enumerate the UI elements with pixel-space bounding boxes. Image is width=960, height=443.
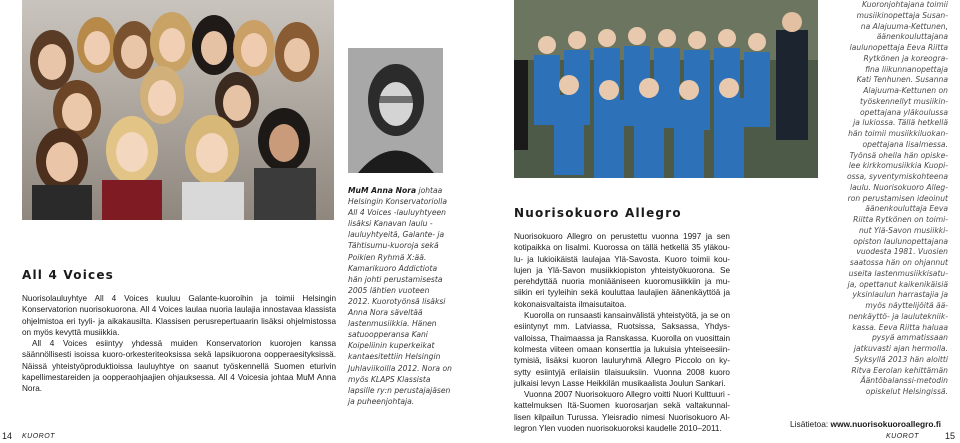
allegro-paragraph-3: Vuonna 2007 Nuorisokuoro Allegro voitti Nuori Kulttuuri -kattelmuksen Itä-Suomen kuorosarjan sekä valtakunnallisen kilpailun Turussa. Yleisradio nimesi Nuorisokuoro Allegron Ylen vuoden nuorisokuoroksi kaudelle 2010–2011. — [514, 390, 730, 434]
sidebar-caption-line: äänenkouluttaja Eeva — [865, 204, 948, 214]
allegro-group-photo — [514, 0, 818, 178]
caption-name: MuM Anna Nora — [348, 186, 417, 195]
anna-nora-portrait — [348, 48, 443, 173]
sidebar-caption-line: lee kirkkomusiikkia Kuopi- — [848, 161, 948, 171]
sidebar-caption-line: hän toimii musiikkiluokan- — [848, 129, 948, 138]
sidebar-caption-line: ron perustamisen ideoinut — [847, 193, 948, 203]
sidebar-caption-line: työskennellyt musiikin- — [860, 96, 948, 106]
sidebar-caption-line: ja, opettanut kaikenikäisiä — [847, 279, 948, 289]
page-number-right: 15 — [945, 431, 956, 441]
sidebar-caption-line: jatkuvasti ajan hermolla. — [853, 344, 948, 353]
sidebar-caption-line: nut Ylä-Savon musiikki- — [858, 225, 948, 235]
sidebar-caption-line: pysyä ammatissaan — [871, 333, 948, 343]
footer-label-right: KUOROT — [886, 433, 919, 440]
sidebar-caption-line: kassa. Eeva Riitta haluaa — [852, 322, 948, 332]
allegro-heading: Nuorisokuoro Allegro — [514, 206, 682, 220]
sidebar-caption-line: Ritva Eerolan kehittämän — [851, 365, 948, 375]
sidebar-caption-line: Riitta Rytkönen on toimi- — [853, 215, 948, 224]
sidebar-caption-line: opettajana Iisalmessa. — [862, 139, 948, 149]
sidebar-caption-line: nenkäyttö- ja laulutekniik- — [848, 311, 948, 321]
sidebar-caption-line: Syksyllä 2013 hän aloitti — [854, 354, 948, 364]
footer-label-left: KUOROT — [22, 433, 55, 440]
sidebar-caption-line: Rytkönen ja koreogra- — [863, 53, 948, 63]
page-number-left: 14 — [2, 431, 13, 441]
caption-text: johtaa Helsingin Konservatoriolla All 4 Voices -lauluyhtyeen lisäksi Kanavan laulu -lauluyhtyeitä, Galante- ja Tähtisumu-kuoroja sekä Poikien Ryhmä X:ää. Kamarikuoro Addictiota hän johti perustamisesta 2005 lähtien vuoteen 2012. Kuorotyönsä lisäksi Anna Nora säveltää lastenmusiikkia. Hänen satuoopperansa Kani Koipeliinin kuperkeikat kantaesitettiin Helsingin Juhlaviikoilla 2012. Nora on myös KLAPS Klassista lapsille ry:n perustajajäsen ja puheenjohtaja. — [348, 186, 452, 406]
sidebar-caption-line: saatossa hän on ohjannut — [849, 258, 948, 267]
sidebar-caption-line: Työnsä ohella hän opiske- — [849, 150, 948, 160]
sidebar-caption-line: äänenkouluttajana — [876, 32, 948, 42]
sidebar-caption-line: vuodesta 1981. Vuosien — [856, 247, 948, 257]
all4voices-body — [22, 293, 336, 395]
sidebar-caption-line: ossa, syventymiskohteena — [846, 172, 948, 181]
sidebar-caption-line: fina liikunnanopettaja — [865, 64, 948, 74]
allegro-body — [514, 231, 730, 434]
all4voices-group-photo — [22, 0, 334, 220]
sidebar-caption-line: Kuoronjohtajana toimii — [861, 0, 948, 9]
more-info — [790, 419, 941, 429]
sidebar-caption-line: ja lukiossa. Tällä hetkellä — [853, 118, 948, 128]
sidebar-caption-line: myös näyttelijöitä ää- — [865, 301, 948, 310]
all4voices-paragraph-2: All 4 Voices esiintyy yhdessä muiden Konservatorion kuorojen kanssa säännöllisesti isoissa kuoro-orkesteriteoksissa sekä lapsikuorona oopperaesityksissä. Näissä yhteistyöproduktioissa lauluyhtye on saanut työskennellä Suomen eturivin kapellimestareiden ja oopperaohjaajien ohjauksessa. All 4 Voicesia johtaa MuM Anna Nora. — [22, 339, 336, 394]
sidebar-caption-line: Alajuuma-Kettunen on — [863, 86, 948, 95]
sidebar-caption-line: laulunopettaja Eeva Riitta — [849, 43, 948, 52]
more-info-label: Lisätietoa: — [790, 419, 831, 429]
allegro-paragraph-1: Nuorisokuoro Allegro on perustettu vuonna 1997 ja sen kotipaikka on Iisalmi. Kuorossa on tällä hetkellä 35 yläkoulu- ja lukioikäistä laulajaa Ylä-Savosta. Kuoro toimii koulujen ja Ylä-Savon musiikkiopiston yhteistyökuorona. Se perehdyttää nuoria moniääniseen kuoromusiikkiin ja musiikin eri tyyleihin sekä kouluttaa laulajien äänenkäyttöä ja kokonaisvaltaista ilmaisutaitoa. — [514, 232, 730, 309]
sidebar-caption-line: yksinlaulun harrastajia ja — [852, 290, 948, 300]
allegro-paragraph-2: Kuorolla on runsaasti kansainvälistä yhteistyötä, ja se on esiintynyt mm. Latviassa, Ruotsissa, Saksassa, Yhdysvalloissa, Thaimaassa ja Ranskassa. Kuorolla on vuosittain kolmesta viiteen omaan konserttia ja lukuisia yhteiseesiintymisiä, lisäksi kuoron lauluryhmä Allegro Piccolo on kysytty esiintyjä erilaisiin tilaisuuksiin. Vuonna 2008 kuoro julkaisi levyn Lasse Heikkilän musikaalista Joulun Sankari. — [514, 311, 730, 388]
sidebar-caption-line: opiston laulunopettajana — [853, 236, 948, 246]
sidebar-caption-line: Kati Tenhunen. Susanna — [856, 75, 948, 85]
all4voices-heading: All 4 Voices — [22, 268, 115, 282]
sidebar-caption-line: opettajana yläkoulussa — [860, 107, 948, 117]
more-info-link[interactable]: www.nuorisokuoroallegro.fi — [830, 419, 941, 429]
all4voices-paragraph-1: Nuorisolauluyhtye All 4 Voices kuuluu Galante-kuoroihin ja toimii Helsingin Konservatorion nuorisokuorona. All 4 Voices laulaa nuoria laulajia innostavaa klassista ohjelmistoa eri tyyli- ja aikakausilta. Klassisen perusrepertuaarin lisäksi ohjelmistossa on myös kevyttä musiikkia. — [22, 294, 336, 337]
sidebar-caption-line: Ääntöbalanssi-metodin — [860, 376, 948, 386]
sidebar-caption-line: laulu. Nuorisokuoro Alleg- — [850, 182, 948, 192]
sidebar-caption-line: opiskelut Helsingissä. — [865, 387, 948, 396]
sidebar-caption-line: useita lastenmusiikkisatu- — [848, 268, 948, 278]
anna-nora-caption — [348, 185, 453, 407]
allegro-sidebar-caption — [830, 0, 948, 398]
sidebar-caption-line: na Alajuuma-Kettunen, — [860, 21, 948, 31]
sidebar-caption-line: musiikinopettaja Susan- — [856, 10, 948, 20]
